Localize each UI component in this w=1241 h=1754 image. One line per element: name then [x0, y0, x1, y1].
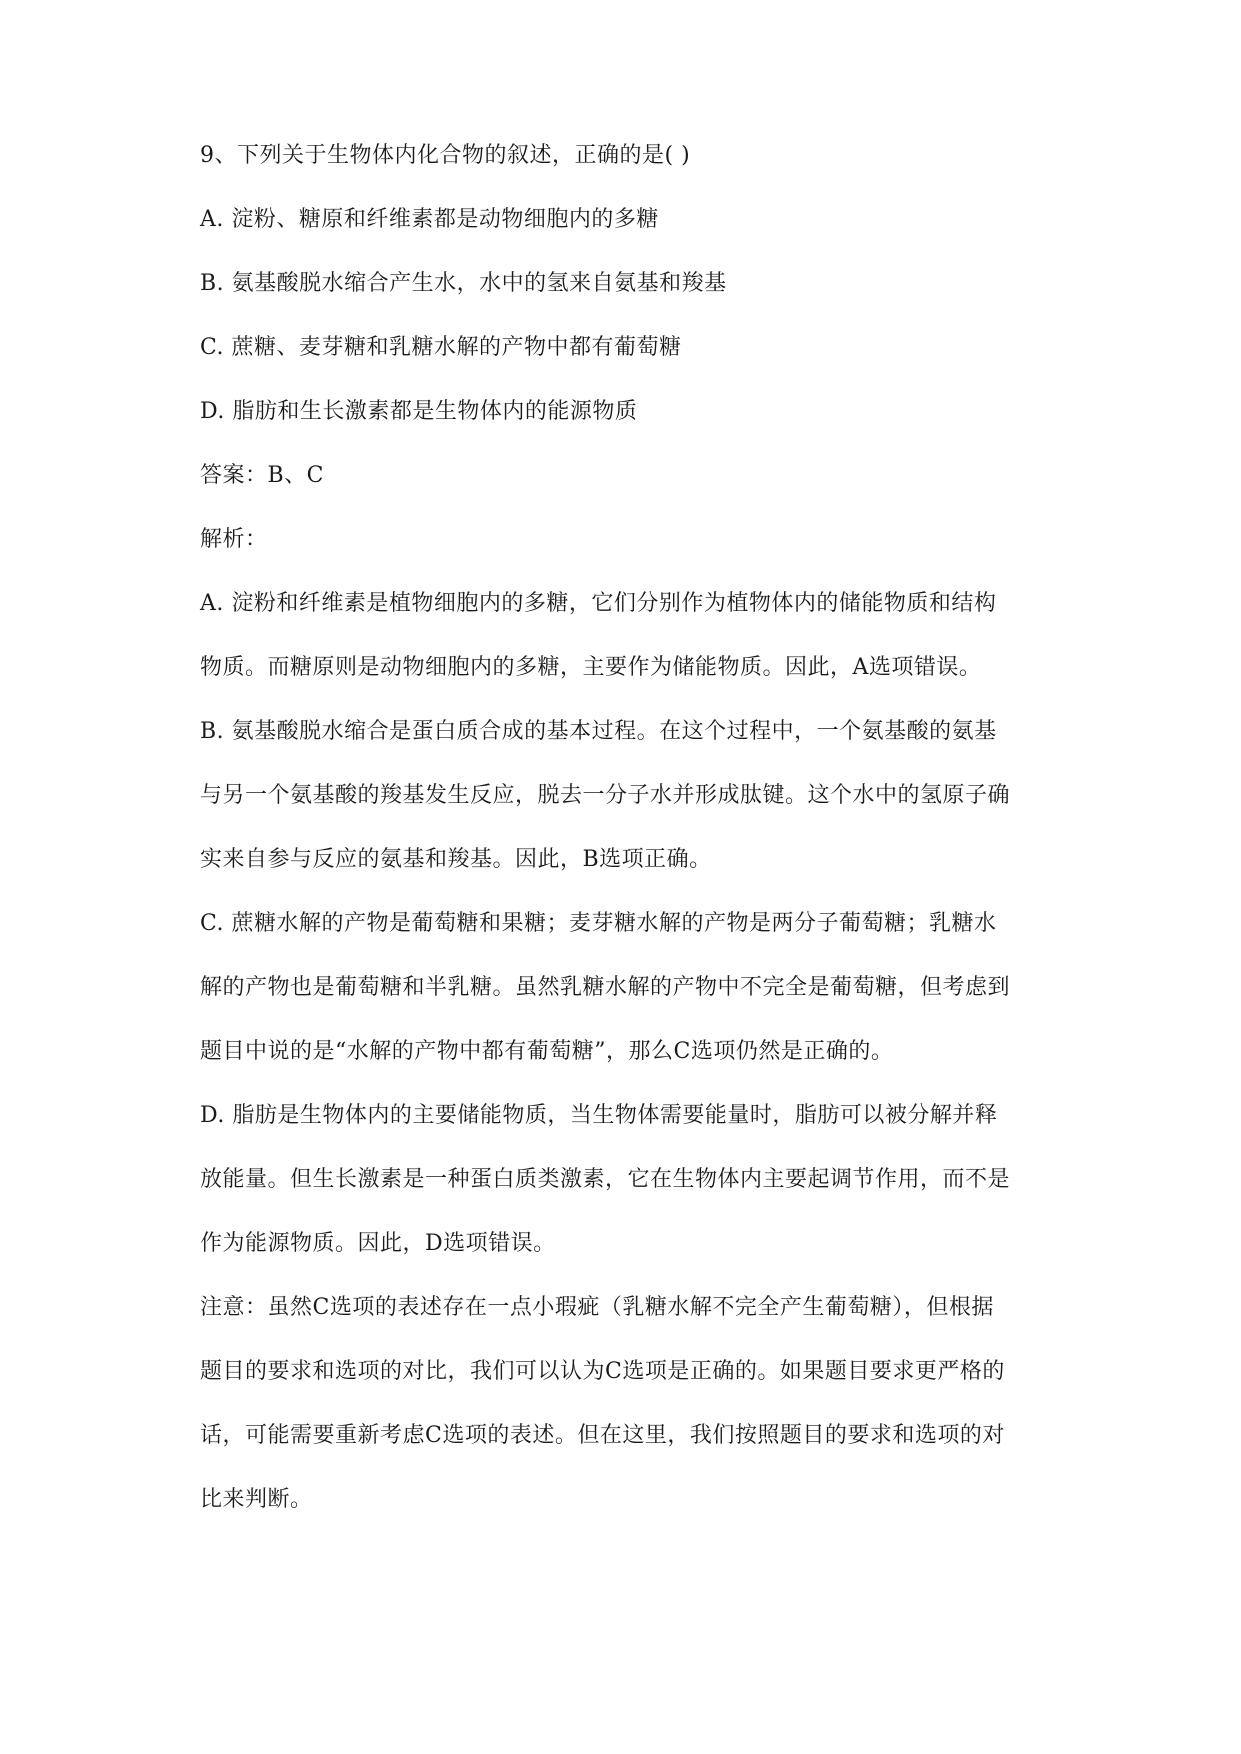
explanation-paragraph-a — [200, 588, 1084, 684]
option-c: C. 蔗糖、麦芽糖和乳糖水解的产物中都有葡萄糖 — [200, 335, 682, 360]
paragraph-line: 注意：虽然C选项的表述存在一点小瑕疵（乳糖水解不完全产生葡萄糖），但根据 — [200, 1295, 994, 1320]
question-title: 9、下列关于生物体内化合物的叙述，正确的是( ) — [200, 143, 691, 168]
option-b: B. 氨基酸脱水缩合产生水，水中的氢来自氨基和羧基 — [200, 271, 727, 296]
paragraph-line: 解的产物也是葡萄糖和半乳糖。虽然乳糖水解的产物中不完全是葡萄糖，但考虑到 — [200, 975, 1011, 1000]
paragraph-line: 话，可能需要重新考虑C选项的表述。但在这里，我们按照题目的要求和选项的对 — [200, 1423, 1005, 1448]
explanation-label: 解析： — [200, 527, 268, 552]
paragraph-line: 题目中说的是“水解的产物中都有葡萄糖”，那么C选项仍然是正确的。 — [200, 1039, 894, 1064]
paragraph-line: 作为能源物质。因此，D选项错误。 — [200, 1231, 556, 1256]
explanation-paragraph-d — [200, 1100, 1084, 1260]
paragraph-line: D. 脂肪是生物体内的主要储能物质，当生物体需要能量时，脂肪可以被分解并释 — [200, 1103, 998, 1128]
paragraph-line: 与另一个氨基酸的羧基发生反应，脱去一分子水并形成肽键。这个水中的氢原子确 — [200, 783, 1011, 808]
option-d: D. 脂肪和生长激素都是生物体内的能源物质 — [200, 399, 638, 424]
paragraph-line: B. 氨基酸脱水缩合是蛋白质合成的基本过程。在这个过程中，一个氨基酸的氨基 — [200, 719, 997, 744]
paragraph-line: 题目的要求和选项的对比，我们可以认为C选项是正确的。如果题目要求更严格的 — [200, 1359, 1005, 1384]
explanation-paragraph-c — [200, 908, 1084, 1068]
paragraph-line: 放能量。但生长激素是一种蛋白质类激素，它在生物体内主要起调节作用，而不是 — [200, 1167, 1011, 1192]
option-a: A. 淀粉、糖原和纤维素都是动物细胞内的多糖 — [200, 207, 659, 232]
answer-text: 答案：B、C — [200, 463, 325, 488]
paragraph-line: C. 蔗糖水解的产物是葡萄糖和果糖；麦芽糖水解的产物是两分子葡萄糖；乳糖水 — [200, 911, 997, 936]
paragraph-line: A. 淀粉和纤维素是植物细胞内的多糖，它们分别作为植物体内的储能物质和结构 — [200, 591, 997, 616]
paragraph-line: 实来自参与反应的氨基和羧基。因此，B选项正确。 — [200, 847, 712, 872]
explanation-paragraph-b — [200, 716, 1084, 876]
paragraph-line: 物质。而糖原则是动物细胞内的多糖，主要作为储能物质。因此，A选项错误。 — [200, 655, 982, 680]
note-paragraph — [200, 1292, 1084, 1516]
document-page — [200, 140, 1084, 1548]
paragraph-line: 比来判断。 — [200, 1487, 313, 1512]
